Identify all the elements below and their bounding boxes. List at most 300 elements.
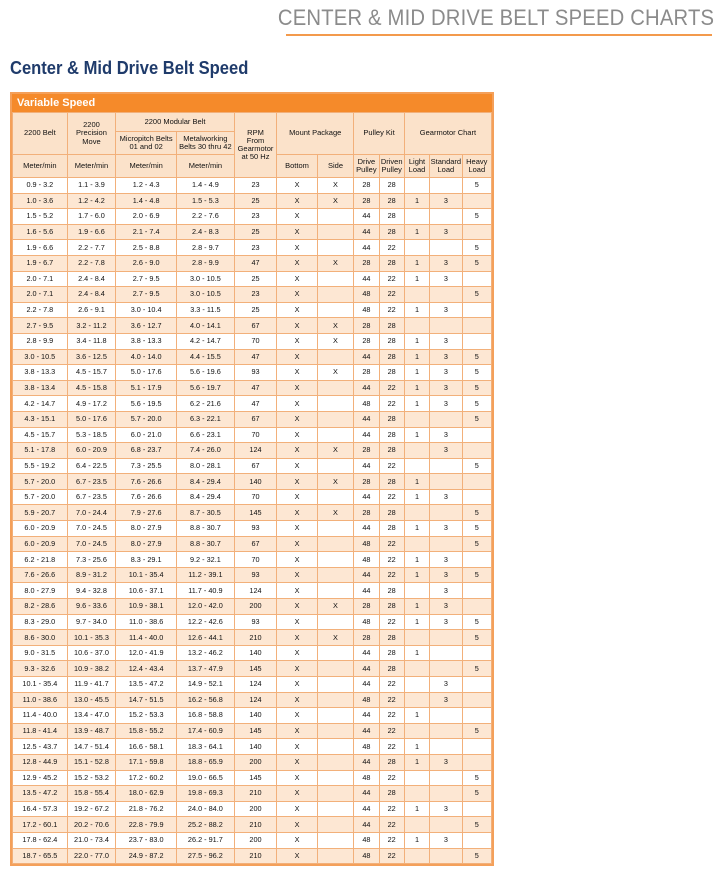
cell-standard-load xyxy=(430,630,462,646)
cell-rpm: 23 xyxy=(234,209,277,225)
cell-micropitch: 16.6 - 58.1 xyxy=(116,739,177,755)
cell-metalworking: 5.6 - 19.6 xyxy=(177,365,235,381)
cell-micropitch: 5.0 - 17.6 xyxy=(116,365,177,381)
cell-driven-pulley: 28 xyxy=(379,209,404,225)
cell-driven-pulley: 28 xyxy=(379,583,404,599)
cell-light-load: 1 xyxy=(404,489,429,505)
cell-micropitch: 7.9 - 27.6 xyxy=(116,505,177,521)
cell-rpm: 140 xyxy=(234,739,277,755)
cell-drive-pulley: 48 xyxy=(354,739,379,755)
cell-light-load xyxy=(404,661,429,677)
cell-precision-move: 9.6 - 33.6 xyxy=(67,599,116,615)
cell-drive-pulley: 48 xyxy=(354,287,379,303)
cell-standard-load: 3 xyxy=(430,489,462,505)
cell-driven-pulley: 28 xyxy=(379,599,404,615)
cell-metalworking: 13.2 - 46.2 xyxy=(177,645,235,661)
cell-drive-pulley: 28 xyxy=(354,333,379,349)
cell-precision-move: 7.3 - 25.6 xyxy=(67,552,116,568)
cell-micropitch: 2.1 - 7.4 xyxy=(116,224,177,240)
cell-precision-move: 5.0 - 17.6 xyxy=(67,411,116,427)
cell-mount-bottom: X xyxy=(277,770,318,786)
cell-micropitch: 2.7 - 9.5 xyxy=(116,287,177,303)
cell-drive-pulley: 44 xyxy=(354,583,379,599)
cell-metalworking: 1.4 - 4.9 xyxy=(177,178,235,194)
cell-standard-load xyxy=(430,708,462,724)
cell-metalworking: 27.5 - 96.2 xyxy=(177,848,235,864)
cell-drive-pulley: 44 xyxy=(354,427,379,443)
cell-heavy-load xyxy=(462,754,491,770)
cell-belt-2200: 10.1 - 35.4 xyxy=(13,677,68,693)
cell-drive-pulley: 28 xyxy=(354,443,379,459)
cell-mount-bottom: X xyxy=(277,411,318,427)
cell-mount-bottom: X xyxy=(277,832,318,848)
cell-micropitch: 8.0 - 27.9 xyxy=(116,521,177,537)
cell-precision-move: 14.7 - 51.4 xyxy=(67,739,116,755)
cell-precision-move: 1.1 - 3.9 xyxy=(67,178,116,194)
cell-light-load xyxy=(404,318,429,334)
header-rpm-line1: RPM xyxy=(247,127,264,137)
cell-micropitch: 2.5 - 8.8 xyxy=(116,240,177,256)
cell-belt-2200: 3.0 - 10.5 xyxy=(13,349,68,365)
cell-standard-load xyxy=(430,536,462,552)
cell-drive-pulley: 48 xyxy=(354,536,379,552)
cell-mount-side xyxy=(317,209,353,225)
cell-precision-move: 2.2 - 7.8 xyxy=(67,255,116,271)
cell-micropitch: 4.0 - 14.0 xyxy=(116,349,177,365)
cell-metalworking: 2.2 - 7.6 xyxy=(177,209,235,225)
cell-micropitch: 17.2 - 60.2 xyxy=(116,770,177,786)
cell-micropitch: 18.0 - 62.9 xyxy=(116,786,177,802)
table-row xyxy=(13,567,492,583)
cell-standard-load: 3 xyxy=(430,427,462,443)
header-light-load xyxy=(404,155,429,178)
header-heavy-line1: Heavy xyxy=(466,156,488,166)
cell-heavy-load xyxy=(462,677,491,693)
cell-metalworking: 5.6 - 19.7 xyxy=(177,380,235,396)
cell-light-load: 1 xyxy=(404,427,429,443)
cell-standard-load xyxy=(430,786,462,802)
header-standard-line2: Load xyxy=(437,165,455,174)
cell-light-load xyxy=(404,692,429,708)
cell-heavy-load xyxy=(462,552,491,568)
cell-mount-bottom: X xyxy=(277,567,318,583)
cell-metalworking: 18.8 - 65.9 xyxy=(177,754,235,770)
cell-mount-bottom: X xyxy=(277,427,318,443)
cell-heavy-load xyxy=(462,583,491,599)
unit-2200-belt: Meter/min xyxy=(13,155,68,178)
table-row xyxy=(13,318,492,334)
cell-driven-pulley: 28 xyxy=(379,786,404,802)
cell-light-load: 1 xyxy=(404,552,429,568)
cell-precision-move: 5.3 - 18.5 xyxy=(67,427,116,443)
cell-standard-load xyxy=(430,458,462,474)
cell-driven-pulley: 28 xyxy=(379,255,404,271)
cell-mount-side xyxy=(317,567,353,583)
cell-metalworking: 12.0 - 42.0 xyxy=(177,599,235,615)
table-row xyxy=(13,614,492,630)
cell-micropitch: 22.8 - 79.9 xyxy=(116,817,177,833)
cell-metalworking: 6.3 - 22.1 xyxy=(177,411,235,427)
cell-mount-side xyxy=(317,754,353,770)
table-row xyxy=(13,287,492,303)
cell-metalworking: 8.4 - 29.4 xyxy=(177,474,235,490)
cell-driven-pulley: 22 xyxy=(379,832,404,848)
cell-belt-2200: 1.5 - 5.2 xyxy=(13,209,68,225)
cell-rpm: 25 xyxy=(234,271,277,287)
cell-drive-pulley: 28 xyxy=(354,193,379,209)
cell-mount-bottom: X xyxy=(277,287,318,303)
table-row xyxy=(13,552,492,568)
cell-mount-bottom: X xyxy=(277,505,318,521)
cell-belt-2200: 17.8 - 62.4 xyxy=(13,832,68,848)
cell-heavy-load: 5 xyxy=(462,770,491,786)
cell-belt-2200: 1.9 - 6.6 xyxy=(13,240,68,256)
header-rpm xyxy=(234,113,277,178)
cell-metalworking: 4.2 - 14.7 xyxy=(177,333,235,349)
cell-metalworking: 9.2 - 32.1 xyxy=(177,552,235,568)
cell-heavy-load: 5 xyxy=(462,567,491,583)
cell-mount-side xyxy=(317,723,353,739)
cell-standard-load xyxy=(430,817,462,833)
cell-metalworking: 12.6 - 44.1 xyxy=(177,630,235,646)
cell-heavy-load: 5 xyxy=(462,396,491,412)
cell-rpm: 23 xyxy=(234,287,277,303)
cell-light-load: 1 xyxy=(404,474,429,490)
cell-precision-move: 9.4 - 32.8 xyxy=(67,583,116,599)
cell-mount-bottom: X xyxy=(277,614,318,630)
header-standard-load xyxy=(430,155,462,178)
cell-drive-pulley: 44 xyxy=(354,801,379,817)
cell-belt-2200: 8.6 - 30.0 xyxy=(13,630,68,646)
cell-mount-side xyxy=(317,271,353,287)
cell-metalworking: 25.2 - 88.2 xyxy=(177,817,235,833)
cell-heavy-load: 5 xyxy=(462,786,491,802)
cell-belt-2200: 5.5 - 19.2 xyxy=(13,458,68,474)
cell-rpm: 47 xyxy=(234,396,277,412)
cell-belt-2200: 5.7 - 20.0 xyxy=(13,489,68,505)
cell-mount-bottom: X xyxy=(277,443,318,459)
cell-micropitch: 15.8 - 55.2 xyxy=(116,723,177,739)
table-row xyxy=(13,193,492,209)
table-row xyxy=(13,411,492,427)
cell-standard-load: 3 xyxy=(430,677,462,693)
table-row xyxy=(13,427,492,443)
table-row xyxy=(13,786,492,802)
cell-belt-2200: 11.0 - 38.6 xyxy=(13,692,68,708)
cell-heavy-load xyxy=(462,318,491,334)
cell-drive-pulley: 44 xyxy=(354,708,379,724)
cell-rpm: 145 xyxy=(234,661,277,677)
header-drive-pulley xyxy=(354,155,379,178)
cell-heavy-load xyxy=(462,474,491,490)
cell-mount-bottom: X xyxy=(277,333,318,349)
cell-metalworking: 2.8 - 9.9 xyxy=(177,255,235,271)
table-row xyxy=(13,848,492,864)
cell-standard-load: 3 xyxy=(430,193,462,209)
table-row xyxy=(13,599,492,615)
cell-mount-side xyxy=(317,692,353,708)
cell-micropitch: 7.6 - 26.6 xyxy=(116,474,177,490)
cell-drive-pulley: 44 xyxy=(354,209,379,225)
cell-heavy-load xyxy=(462,801,491,817)
cell-belt-2200: 6.2 - 21.8 xyxy=(13,552,68,568)
cell-mount-bottom: X xyxy=(277,224,318,240)
cell-driven-pulley: 22 xyxy=(379,614,404,630)
cell-light-load xyxy=(404,443,429,459)
cell-metalworking: 16.2 - 56.8 xyxy=(177,692,235,708)
cell-drive-pulley: 44 xyxy=(354,754,379,770)
table-row xyxy=(13,489,492,505)
cell-light-load: 1 xyxy=(404,739,429,755)
cell-rpm: 23 xyxy=(234,178,277,194)
cell-belt-2200: 6.0 - 20.9 xyxy=(13,521,68,537)
cell-standard-load: 3 xyxy=(430,271,462,287)
cell-micropitch: 11.4 - 40.0 xyxy=(116,630,177,646)
cell-rpm: 210 xyxy=(234,630,277,646)
cell-belt-2200: 16.4 - 57.3 xyxy=(13,801,68,817)
table-row xyxy=(13,443,492,459)
cell-drive-pulley: 28 xyxy=(354,365,379,381)
cell-rpm: 145 xyxy=(234,770,277,786)
cell-micropitch: 1.2 - 4.3 xyxy=(116,178,177,194)
cell-standard-load: 3 xyxy=(430,443,462,459)
cell-mount-bottom: X xyxy=(277,255,318,271)
cell-light-load xyxy=(404,536,429,552)
cell-standard-load xyxy=(430,723,462,739)
cell-rpm: 70 xyxy=(234,489,277,505)
cell-rpm: 93 xyxy=(234,614,277,630)
cell-micropitch: 14.7 - 51.5 xyxy=(116,692,177,708)
cell-belt-2200: 3.8 - 13.4 xyxy=(13,380,68,396)
header-metalworking-line2: Belts 30 thru 42 xyxy=(179,142,232,151)
cell-drive-pulley: 28 xyxy=(354,318,379,334)
cell-metalworking: 19.0 - 66.5 xyxy=(177,770,235,786)
cell-mount-bottom: X xyxy=(277,552,318,568)
cell-rpm: 93 xyxy=(234,567,277,583)
header-rpm-line2: From xyxy=(246,135,265,145)
cell-precision-move: 6.0 - 20.9 xyxy=(67,443,116,459)
cell-rpm: 124 xyxy=(234,677,277,693)
cell-precision-move: 4.9 - 17.2 xyxy=(67,396,116,412)
cell-mount-side xyxy=(317,552,353,568)
cell-micropitch: 10.6 - 37.1 xyxy=(116,583,177,599)
cell-driven-pulley: 22 xyxy=(379,240,404,256)
table-row xyxy=(13,209,492,225)
cell-metalworking: 8.4 - 29.4 xyxy=(177,489,235,505)
table-row xyxy=(13,692,492,708)
cell-precision-move: 7.0 - 24.4 xyxy=(67,505,116,521)
cell-micropitch: 15.2 - 53.3 xyxy=(116,708,177,724)
cell-rpm: 140 xyxy=(234,708,277,724)
cell-light-load xyxy=(404,583,429,599)
cell-belt-2200: 2.0 - 7.1 xyxy=(13,287,68,303)
cell-heavy-load xyxy=(462,427,491,443)
cell-belt-2200: 1.6 - 5.6 xyxy=(13,224,68,240)
unit-precision: Meter/min xyxy=(67,155,116,178)
cell-heavy-load xyxy=(462,193,491,209)
cell-heavy-load: 5 xyxy=(462,817,491,833)
header-precision-line1: 2200 xyxy=(83,120,100,130)
cell-standard-load xyxy=(430,209,462,225)
cell-heavy-load: 5 xyxy=(462,178,491,194)
cell-light-load: 1 xyxy=(404,255,429,271)
cell-driven-pulley: 28 xyxy=(379,661,404,677)
cell-rpm: 124 xyxy=(234,443,277,459)
cell-precision-move: 4.5 - 15.7 xyxy=(67,365,116,381)
cell-mount-side: X xyxy=(317,443,353,459)
cell-mount-side: X xyxy=(317,505,353,521)
cell-light-load: 1 xyxy=(404,599,429,615)
cell-mount-side xyxy=(317,458,353,474)
cell-precision-move: 13.9 - 48.7 xyxy=(67,723,116,739)
cell-light-load xyxy=(404,817,429,833)
cell-mount-side: X xyxy=(317,193,353,209)
cell-drive-pulley: 28 xyxy=(354,599,379,615)
cell-standard-load: 3 xyxy=(430,832,462,848)
cell-light-load: 1 xyxy=(404,396,429,412)
cell-micropitch: 12.4 - 43.4 xyxy=(116,661,177,677)
cell-mount-side xyxy=(317,614,353,630)
header-standard-line1: Standard xyxy=(430,156,462,166)
cell-light-load xyxy=(404,630,429,646)
cell-light-load: 1 xyxy=(404,567,429,583)
cell-precision-move: 10.6 - 37.0 xyxy=(67,645,116,661)
cell-light-load: 1 xyxy=(404,521,429,537)
cell-belt-2200: 11.8 - 41.4 xyxy=(13,723,68,739)
cell-driven-pulley: 28 xyxy=(379,349,404,365)
cell-driven-pulley: 28 xyxy=(379,193,404,209)
cell-rpm: 93 xyxy=(234,365,277,381)
section-title: Center & Mid Drive Belt Speed xyxy=(10,58,249,78)
cell-belt-2200: 18.7 - 65.5 xyxy=(13,848,68,864)
cell-mount-bottom: X xyxy=(277,318,318,334)
cell-heavy-load xyxy=(462,224,491,240)
cell-rpm: 124 xyxy=(234,583,277,599)
cell-standard-load xyxy=(430,505,462,521)
cell-precision-move: 19.2 - 67.2 xyxy=(67,801,116,817)
cell-standard-load: 3 xyxy=(430,255,462,271)
cell-mount-bottom: X xyxy=(277,240,318,256)
cell-metalworking: 8.7 - 30.5 xyxy=(177,505,235,521)
cell-drive-pulley: 48 xyxy=(354,692,379,708)
cell-drive-pulley: 44 xyxy=(354,677,379,693)
cell-drive-pulley: 44 xyxy=(354,661,379,677)
cell-drive-pulley: 44 xyxy=(354,224,379,240)
cell-mount-side: X xyxy=(317,599,353,615)
cell-rpm: 200 xyxy=(234,832,277,848)
cell-metalworking: 3.3 - 11.5 xyxy=(177,302,235,318)
cell-mount-bottom: X xyxy=(277,489,318,505)
cell-belt-2200: 2.0 - 7.1 xyxy=(13,271,68,287)
cell-mount-bottom: X xyxy=(277,521,318,537)
header-driven-line1: Driven xyxy=(380,156,403,166)
cell-mount-side xyxy=(317,489,353,505)
cell-rpm: 140 xyxy=(234,645,277,661)
cell-metalworking: 6.2 - 21.6 xyxy=(177,396,235,412)
cell-micropitch: 3.8 - 13.3 xyxy=(116,333,177,349)
cell-micropitch: 10.9 - 38.1 xyxy=(116,599,177,615)
cell-mount-bottom: X xyxy=(277,599,318,615)
cell-driven-pulley: 22 xyxy=(379,536,404,552)
cell-standard-load: 3 xyxy=(430,224,462,240)
cell-drive-pulley: 44 xyxy=(354,567,379,583)
cell-rpm: 47 xyxy=(234,349,277,365)
cell-precision-move: 11.9 - 41.7 xyxy=(67,677,116,693)
cell-precision-move: 15.2 - 53.2 xyxy=(67,770,116,786)
cell-heavy-load xyxy=(462,692,491,708)
cell-rpm: 145 xyxy=(234,505,277,521)
table-row xyxy=(13,505,492,521)
cell-micropitch: 7.3 - 25.5 xyxy=(116,458,177,474)
cell-metalworking: 11.2 - 39.1 xyxy=(177,567,235,583)
cell-rpm: 200 xyxy=(234,801,277,817)
unit-micropitch: Meter/min xyxy=(116,155,177,178)
cell-micropitch: 21.8 - 76.2 xyxy=(116,801,177,817)
cell-metalworking: 11.7 - 40.9 xyxy=(177,583,235,599)
cell-precision-move: 2.4 - 8.4 xyxy=(67,287,116,303)
cell-rpm: 210 xyxy=(234,817,277,833)
cell-mount-side xyxy=(317,708,353,724)
cell-standard-load: 3 xyxy=(430,583,462,599)
cell-metalworking: 19.8 - 69.3 xyxy=(177,786,235,802)
cell-metalworking: 14.9 - 52.1 xyxy=(177,677,235,693)
header-modular-belt: 2200 Modular Belt xyxy=(116,113,234,132)
cell-metalworking: 8.0 - 28.1 xyxy=(177,458,235,474)
cell-driven-pulley: 22 xyxy=(379,567,404,583)
unit-metalworking: Meter/min xyxy=(177,155,235,178)
cell-drive-pulley: 48 xyxy=(354,770,379,786)
cell-metalworking: 12.2 - 42.6 xyxy=(177,614,235,630)
cell-metalworking: 18.3 - 64.1 xyxy=(177,739,235,755)
table-row xyxy=(13,723,492,739)
header-rpm-line3: Gearmotor xyxy=(237,144,274,153)
cell-belt-2200: 12.9 - 45.2 xyxy=(13,770,68,786)
cell-precision-move: 13.4 - 47.0 xyxy=(67,708,116,724)
cell-standard-load: 3 xyxy=(430,333,462,349)
cell-heavy-load xyxy=(462,599,491,615)
cell-standard-load xyxy=(430,411,462,427)
cell-mount-bottom: X xyxy=(277,645,318,661)
cell-drive-pulley: 28 xyxy=(354,178,379,194)
cell-precision-move: 6.4 - 22.5 xyxy=(67,458,116,474)
cell-mount-bottom: X xyxy=(277,692,318,708)
cell-mount-bottom: X xyxy=(277,630,318,646)
cell-driven-pulley: 22 xyxy=(379,552,404,568)
cell-belt-2200: 8.0 - 27.9 xyxy=(13,583,68,599)
cell-rpm: 25 xyxy=(234,224,277,240)
cell-rpm: 23 xyxy=(234,240,277,256)
cell-precision-move: 1.9 - 6.6 xyxy=(67,224,116,240)
cell-standard-load: 3 xyxy=(430,801,462,817)
cell-micropitch: 5.1 - 17.9 xyxy=(116,380,177,396)
header-light-line2: Load xyxy=(408,165,426,174)
header-drive-line2: Pulley xyxy=(356,165,377,174)
header-gearmotor-chart: Gearmotor Chart xyxy=(404,113,491,155)
cell-heavy-load: 5 xyxy=(462,458,491,474)
cell-drive-pulley: 44 xyxy=(354,271,379,287)
cell-mount-side xyxy=(317,583,353,599)
cell-belt-2200: 12.5 - 43.7 xyxy=(13,739,68,755)
cell-driven-pulley: 28 xyxy=(379,505,404,521)
cell-heavy-load xyxy=(462,333,491,349)
cell-standard-load: 3 xyxy=(430,302,462,318)
cell-light-load: 1 xyxy=(404,645,429,661)
belt-speed-table xyxy=(12,112,492,864)
cell-driven-pulley: 28 xyxy=(379,521,404,537)
cell-belt-2200: 2.8 - 9.9 xyxy=(13,333,68,349)
cell-belt-2200: 0.9 - 3.2 xyxy=(13,178,68,194)
cell-drive-pulley: 44 xyxy=(354,380,379,396)
